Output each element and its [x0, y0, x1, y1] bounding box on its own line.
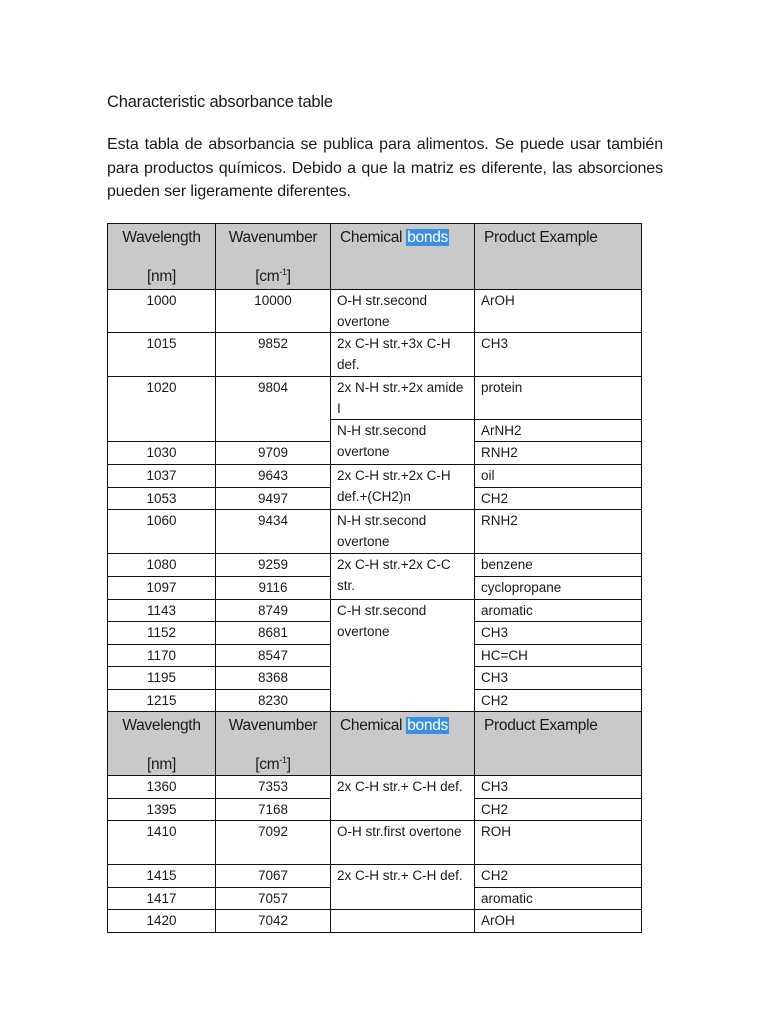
table-row: 1215 8230 CH2 [108, 690, 642, 712]
highlighted-word[interactable]: bonds [407, 229, 448, 246]
absorbance-table [107, 223, 642, 933]
table-row: 1000 10000 O-H str.second overtone ArOH [108, 290, 642, 333]
table-row: 1143 8749 C-H str.second overtone aromatic [108, 600, 642, 622]
header-product-example: Product Example [475, 712, 642, 776]
header-chemical-bonds: Chemical bonds [331, 224, 475, 290]
table-row: 1420 7042 ArOH [108, 910, 642, 933]
table-row: 1020 9804 2x N-H str.+2x amide I protein [108, 377, 642, 420]
table-row: 1170 8547 HC=CH [108, 645, 642, 667]
table-row: 1417 7057 aromatic [108, 888, 642, 910]
document-title: Characteristic absorbance table [107, 93, 333, 111]
header-wavenumber: Wavenumber $[cm^{-1}]$ [216, 224, 331, 290]
table-row: 1053 9497 CH2 [108, 488, 642, 510]
table-row: 1060 9434 N-H str.second overtone RNH2 [108, 510, 642, 554]
table-header-row [108, 224, 642, 290]
table-row: N-H str.second overtone ArNH2 [108, 420, 642, 442]
table-row: 1097 9116 cyclopropane [108, 577, 642, 600]
table-row: 1415 7067 2x C-H str.+ C-H def. CH2 [108, 865, 642, 888]
header-wavenumber: Wavenumber $[cm^{-1}]$ [216, 712, 331, 776]
table-row: 1015 9852 2x C-H str.+3x C-H def. CH3 [108, 333, 642, 377]
intro-paragraph: Esta tabla de absorbancia se publica para alimentos. Se puede usar también para productos químicos. Debido a que la matriz es diferente, las absorciones pueden ser ligeramente diferentes. [107, 136, 663, 200]
header-product-example: Product Example [475, 224, 642, 290]
table-row: 1152 8681 CH3 [108, 622, 642, 645]
table-row: 1195 8368 CH3 [108, 667, 642, 690]
table-row: 1037 9643 2x C-H str.+2x C-H def.+(CH2)n oil [108, 465, 642, 488]
table-row: 1360 7353 2x C-H str.+ C-H def. CH3 [108, 776, 642, 799]
highlighted-word[interactable]: bonds [407, 717, 448, 734]
table-row: 1410 7092 O-H str.first overtone ROH [108, 821, 642, 865]
header-chemical-bonds: Chemical bonds [331, 712, 475, 776]
table-row: 1080 9259 2x C-H str.+2x C-C str. benzene [108, 554, 642, 577]
table-row: 1030 9709 RNH2 [108, 442, 642, 465]
header-wavelength: Wavelength [nm] [108, 712, 216, 776]
table-row: 1395 7168 CH2 [108, 799, 642, 821]
header-wavelength: Wavelength [nm] [108, 224, 216, 290]
table-header-row [108, 712, 642, 776]
